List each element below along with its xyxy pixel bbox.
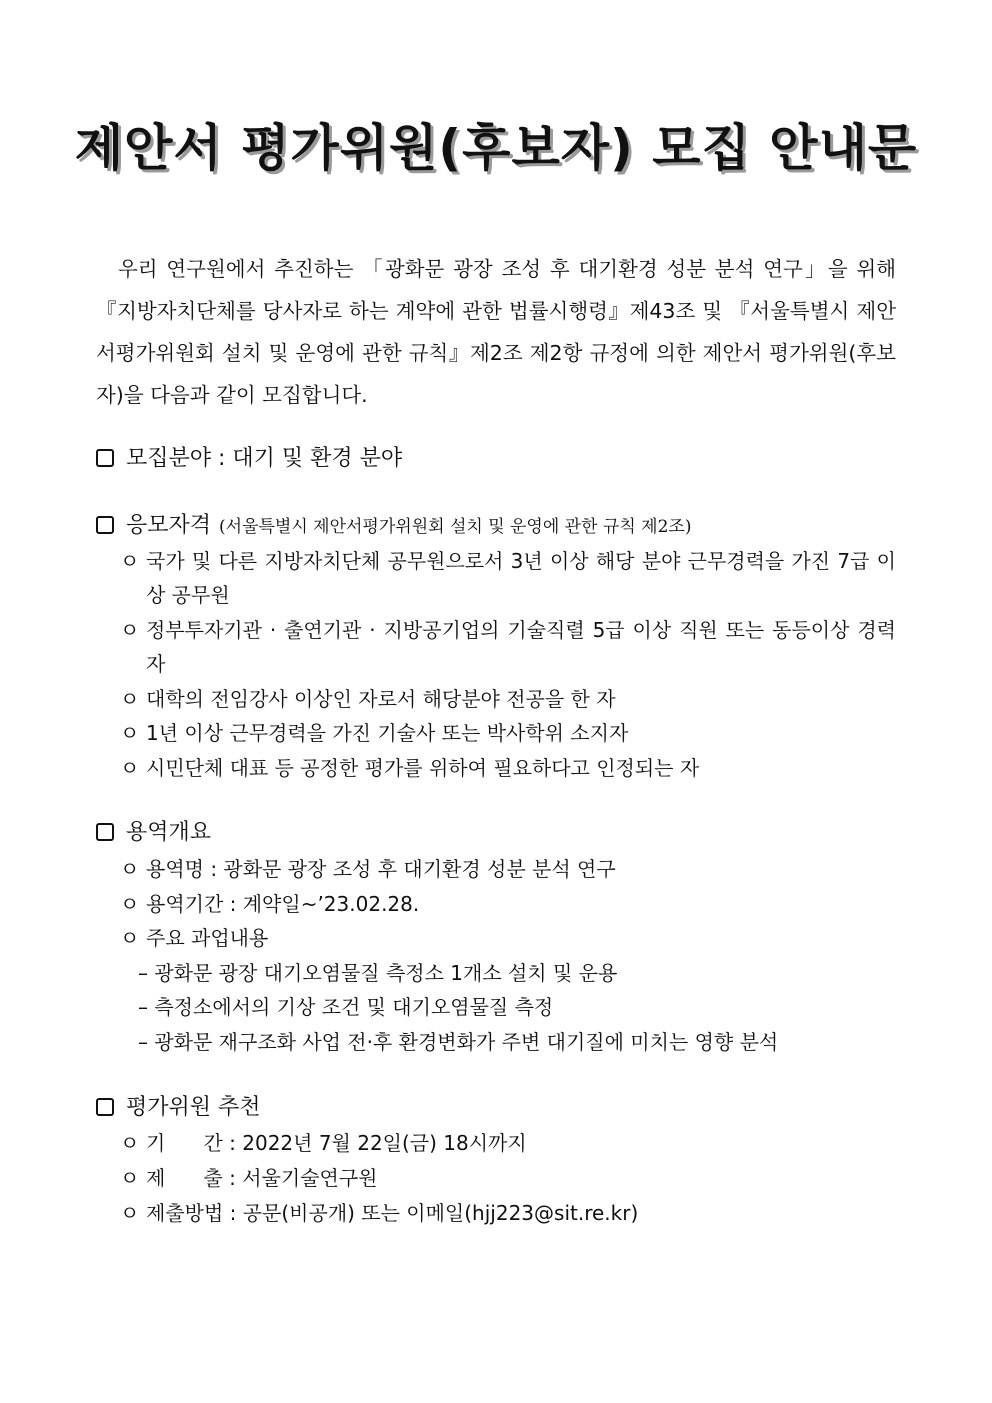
list-item: [120, 544, 896, 612]
bullet-circle-icon: ㅇ: [120, 926, 140, 950]
section-overview-label: 용역개요: [126, 820, 212, 845]
bullet-circle-icon: ㅇ: [120, 1201, 140, 1225]
page-title: 제안서 평가위원(후보자) 모집 안내문: [74, 119, 918, 177]
checkbox-square-icon: [96, 823, 114, 841]
list-item: [120, 921, 896, 955]
recommend-value-method: : 공문(비공개) 또는 이메일(hjj223@sit.re.kr): [229, 1201, 639, 1225]
recommend-label-method: 제출방법: [146, 1201, 224, 1225]
sub-list-item: [138, 990, 553, 1024]
checkbox-square-icon: [96, 516, 114, 534]
checkbox-square-icon: [96, 449, 114, 467]
dash-icon: –: [138, 961, 148, 985]
section-recommend-heading: [96, 1090, 261, 1121]
overview-item-2: 용역기간 : 계약일~’23.02.28.: [146, 892, 420, 916]
list-item: [120, 716, 896, 750]
section-recommend-label: 평가위원 추천: [126, 1095, 261, 1120]
checkbox-square-icon: [96, 1098, 114, 1116]
bullet-circle-icon: ㅇ: [120, 687, 140, 711]
overview-item-1: 용역명 : 광화문 광장 조성 후 대기환경 성분 분석 연구: [146, 857, 616, 881]
bullet-circle-icon: ㅇ: [120, 892, 140, 916]
bullet-circle-icon: ㅇ: [120, 756, 140, 780]
section-field-label: 모집분야 : 대기 및 환경 분야: [126, 446, 403, 471]
list-item: [120, 751, 896, 785]
qualification-item-3: 대학의 전임강사 이상인 자로서 해당분야 전공을 한 자: [146, 687, 616, 711]
intro-text: 우리 연구원에서 추진하는 「광화문 광장 조성 후 대기환경 성분 분석 연구」을 위해『지방자치단체를 당사자로 하는 계약에 관한 법률시행령』제43조 및 『서울특별시 제안서평가위원회 설치 및 운영에 관한 규칙』제2조 제2항 규정에 의한 제안서 평가위원(후보자)을 다음과 같이 모집합니다.: [96, 257, 896, 407]
recommend-label-period: 기 간: [146, 1131, 223, 1155]
section-qualification-note: (서울특별시 제안서평가위원회 설치 및 운영에 관한 규칙 제2조): [219, 517, 692, 537]
recommend-value-submit: : 서울기술연구원: [229, 1166, 378, 1190]
overview-subitem-3: 광화문 재구조화 사업 전·후 환경변화가 주변 대기질에 미치는 영향 분석: [154, 1030, 779, 1054]
list-item: [120, 1161, 896, 1195]
overview-item-3: 주요 과업내용: [146, 926, 269, 950]
recommend-label-submit: 제 출: [146, 1166, 223, 1190]
list-item: [120, 613, 896, 681]
list-item: [120, 1196, 896, 1230]
qualification-item-1: 국가 및 다른 지방자치단체 공무원으로서 3년 이상 해당 분야 근무경력을 가진 7급 이상 공무원: [146, 549, 896, 607]
dash-icon: –: [138, 1030, 148, 1054]
sub-list-item: [138, 956, 617, 990]
qualification-item-2: 정부투자기관 · 출연기관 · 지방공기업의 기술직렬 5급 이상 직원 또는 동등이상 경력자: [146, 618, 896, 676]
section-qualification-heading: [96, 508, 691, 539]
sub-list-item: [138, 1025, 778, 1059]
list-item: [120, 682, 896, 716]
intro-paragraph: [96, 248, 896, 416]
bullet-circle-icon: ㅇ: [120, 1166, 140, 1190]
list-item: [120, 852, 896, 886]
overview-subitem-2: 측정소에서의 기상 조건 및 대기오염물질 측정: [154, 995, 554, 1019]
list-item: [120, 1126, 896, 1160]
section-qualification-label: 응모자격: [126, 513, 212, 538]
bullet-circle-icon: ㅇ: [120, 721, 140, 745]
section-field-heading: [96, 441, 402, 472]
qualification-item-5: 시민단체 대표 등 공정한 평가를 위하여 필요하다고 인정되는 자: [146, 756, 700, 780]
section-overview-heading: [96, 815, 211, 846]
dash-icon: –: [138, 995, 148, 1019]
qualification-item-4: 1년 이상 근무경력을 가진 기술사 또는 박사학위 소지자: [146, 721, 629, 745]
overview-subitem-1: 광화문 광장 대기오염물질 측정소 1개소 설치 및 운용: [154, 961, 618, 985]
list-item: [120, 887, 896, 921]
bullet-circle-icon: ㅇ: [120, 857, 140, 881]
bullet-circle-icon: ㅇ: [120, 549, 140, 573]
bullet-circle-icon: ㅇ: [120, 1131, 140, 1155]
recommend-value-period: : 2022년 7월 22일(금) 18시까지: [229, 1131, 527, 1155]
bullet-circle-icon: ㅇ: [120, 618, 140, 642]
